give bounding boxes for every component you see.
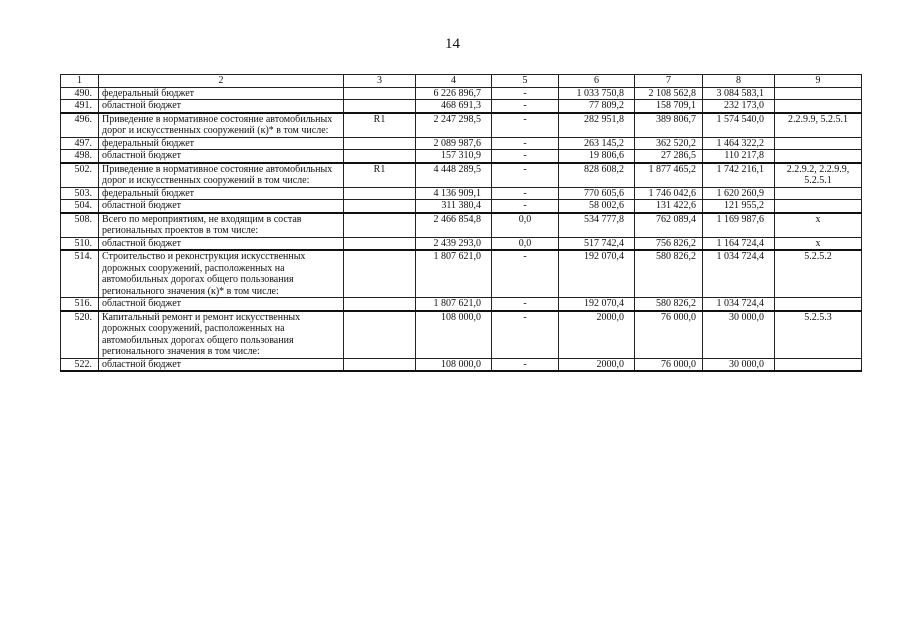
row-col6: 2000,0	[559, 358, 635, 371]
row-col6: 282 951,8	[559, 113, 635, 138]
row-total: 4 448 289,5	[416, 163, 492, 188]
row-name: Приведение в нормативное состояние автомобильных дорог и искусственных сооружений в том числе:	[99, 163, 344, 188]
row-col7: 131 422,6	[635, 200, 703, 213]
row-col5: -	[492, 163, 559, 188]
row-code	[344, 213, 416, 238]
row-number: 522.	[61, 358, 99, 371]
row-col5: -	[492, 358, 559, 371]
row-col8: 121 955,2	[703, 200, 775, 213]
row-col7: 580 826,2	[635, 250, 703, 298]
header-cell-4: 4	[416, 75, 492, 88]
row-col6: 192 070,4	[559, 250, 635, 298]
row-col8: 1 169 987,6	[703, 213, 775, 238]
table-row	[61, 200, 862, 213]
table-row	[61, 100, 862, 113]
row-col7: 1 877 465,2	[635, 163, 703, 188]
row-col7: 158 709,1	[635, 100, 703, 113]
row-col5: -	[492, 298, 559, 311]
row-col6: 58 002,6	[559, 200, 635, 213]
row-col8: 3 084 583,1	[703, 87, 775, 100]
table-row	[61, 250, 862, 298]
row-col6: 534 777,8	[559, 213, 635, 238]
row-col5: -	[492, 200, 559, 213]
row-name: федеральный бюджет	[99, 137, 344, 150]
row-name: областной бюджет	[99, 298, 344, 311]
row-col5: -	[492, 311, 559, 359]
row-col8: 1 164 724,4	[703, 237, 775, 250]
row-total: 108 000,0	[416, 311, 492, 359]
row-col8: 232 173,0	[703, 100, 775, 113]
row-col5: 0,0	[492, 213, 559, 238]
row-name: федеральный бюджет	[99, 187, 344, 200]
row-col8: 1 620 260,9	[703, 187, 775, 200]
row-name: областной бюджет	[99, 358, 344, 371]
row-name: Капитальный ремонт и ремонт искусственных дорожных сооружений, расположенных на автомобильных дорогах общего пользования регионального значения в том числе:	[99, 311, 344, 359]
table-row	[61, 237, 862, 250]
row-col9: 2.2.9.9, 5.2.5.1	[775, 113, 862, 138]
row-code	[344, 237, 416, 250]
header-cell-1: 1	[61, 75, 99, 88]
row-name: областной бюджет	[99, 200, 344, 213]
row-col7: 756 826,2	[635, 237, 703, 250]
row-col5: -	[492, 150, 559, 163]
header-cell-9: 9	[775, 75, 862, 88]
row-col7: 76 000,0	[635, 311, 703, 359]
row-name: Строительство и реконструкция искусственных дорожных сооружений, расположенных на автомобильных дорогах общего пользования регионального значения (к)* в том числе:	[99, 250, 344, 298]
row-col6: 192 070,4	[559, 298, 635, 311]
row-col9: 5.2.5.3	[775, 311, 862, 359]
row-col9	[775, 100, 862, 113]
row-code	[344, 150, 416, 163]
header-cell-7: 7	[635, 75, 703, 88]
row-col7: 27 286,5	[635, 150, 703, 163]
row-number: 514.	[61, 250, 99, 298]
row-col8: 1 034 724,4	[703, 250, 775, 298]
row-number: 503.	[61, 187, 99, 200]
table-row	[61, 163, 862, 188]
row-number: 498.	[61, 150, 99, 163]
row-total: 1 807 621,0	[416, 298, 492, 311]
row-code	[344, 298, 416, 311]
row-code: R1	[344, 163, 416, 188]
row-col8: 1 034 724,4	[703, 298, 775, 311]
budget-table	[60, 74, 862, 372]
header-cell-6: 6	[559, 75, 635, 88]
row-col7: 580 826,2	[635, 298, 703, 311]
row-code	[344, 358, 416, 371]
row-col9: х	[775, 213, 862, 238]
row-code	[344, 100, 416, 113]
table-row	[61, 113, 862, 138]
row-total: 4 136 909,1	[416, 187, 492, 200]
row-col6: 263 145,2	[559, 137, 635, 150]
table-row	[61, 137, 862, 150]
row-col5: 0,0	[492, 237, 559, 250]
row-total: 108 000,0	[416, 358, 492, 371]
page-number: 14	[445, 36, 460, 52]
row-col9: 5.2.5.2	[775, 250, 862, 298]
row-name: областной бюджет	[99, 150, 344, 163]
row-col5: -	[492, 137, 559, 150]
header-cell-2: 2	[99, 75, 344, 88]
row-col7: 76 000,0	[635, 358, 703, 371]
row-col9	[775, 87, 862, 100]
table-row	[61, 87, 862, 100]
row-code	[344, 250, 416, 298]
row-col9	[775, 358, 862, 371]
row-col6: 770 605,6	[559, 187, 635, 200]
row-code	[344, 87, 416, 100]
header-cell-8: 8	[703, 75, 775, 88]
row-code	[344, 187, 416, 200]
row-total: 2 439 293,0	[416, 237, 492, 250]
row-number: 502.	[61, 163, 99, 188]
row-total: 157 310,9	[416, 150, 492, 163]
row-col9: х	[775, 237, 862, 250]
row-total: 1 807 621,0	[416, 250, 492, 298]
row-col5: -	[492, 100, 559, 113]
row-number: 504.	[61, 200, 99, 213]
table-row	[61, 187, 862, 200]
row-number: 491.	[61, 100, 99, 113]
row-code	[344, 200, 416, 213]
row-col8: 1 742 216,1	[703, 163, 775, 188]
row-total: 2 247 298,5	[416, 113, 492, 138]
row-col6: 828 608,2	[559, 163, 635, 188]
table-row	[61, 358, 862, 371]
row-code: R1	[344, 113, 416, 138]
row-number: 490.	[61, 87, 99, 100]
row-col7: 362 520,2	[635, 137, 703, 150]
row-col8: 1 464 322,2	[703, 137, 775, 150]
row-col6: 19 806,6	[559, 150, 635, 163]
row-col5: -	[492, 250, 559, 298]
row-col9	[775, 187, 862, 200]
row-col9	[775, 150, 862, 163]
row-col6: 1 033 750,8	[559, 87, 635, 100]
row-total: 2 466 854,8	[416, 213, 492, 238]
row-col8: 30 000,0	[703, 358, 775, 371]
row-code	[344, 137, 416, 150]
row-code	[344, 311, 416, 359]
table-row	[61, 311, 862, 359]
row-col7: 1 746 042,6	[635, 187, 703, 200]
row-name: областной бюджет	[99, 100, 344, 113]
row-col9	[775, 137, 862, 150]
row-name: Всего по мероприятиям, не входящим в состав региональных проектов в том числе:	[99, 213, 344, 238]
row-col7: 2 108 562,8	[635, 87, 703, 100]
row-name: Приведение в нормативное состояние автомобильных дорог и искусственных сооружений (к)* в том числе:	[99, 113, 344, 138]
row-col5: -	[492, 87, 559, 100]
row-col8: 1 574 540,0	[703, 113, 775, 138]
row-col7: 762 089,4	[635, 213, 703, 238]
row-col6: 517 742,4	[559, 237, 635, 250]
row-col7: 389 806,7	[635, 113, 703, 138]
row-number: 516.	[61, 298, 99, 311]
row-col8: 110 217,8	[703, 150, 775, 163]
row-col5: -	[492, 113, 559, 138]
row-name: областной бюджет	[99, 237, 344, 250]
row-total: 2 089 987,6	[416, 137, 492, 150]
row-col9	[775, 298, 862, 311]
row-col9: 2.2.9.2, 2.2.9.9, 5.2.5.1	[775, 163, 862, 188]
row-number: 520.	[61, 311, 99, 359]
row-col9	[775, 200, 862, 213]
header-cell-3: 3	[344, 75, 416, 88]
row-col6: 2000,0	[559, 311, 635, 359]
row-number: 510.	[61, 237, 99, 250]
row-number: 508.	[61, 213, 99, 238]
row-col8: 30 000,0	[703, 311, 775, 359]
row-number: 497.	[61, 137, 99, 150]
row-name: федеральный бюджет	[99, 87, 344, 100]
row-total: 311 380,4	[416, 200, 492, 213]
row-number: 496.	[61, 113, 99, 138]
table-row	[61, 298, 862, 311]
header-cell-5: 5	[492, 75, 559, 88]
row-total: 468 691,3	[416, 100, 492, 113]
table-row	[61, 150, 862, 163]
row-col6: 77 809,2	[559, 100, 635, 113]
table-row	[61, 213, 862, 238]
row-total: 6 226 896,7	[416, 87, 492, 100]
table-header-row	[61, 75, 862, 88]
row-col5: -	[492, 187, 559, 200]
